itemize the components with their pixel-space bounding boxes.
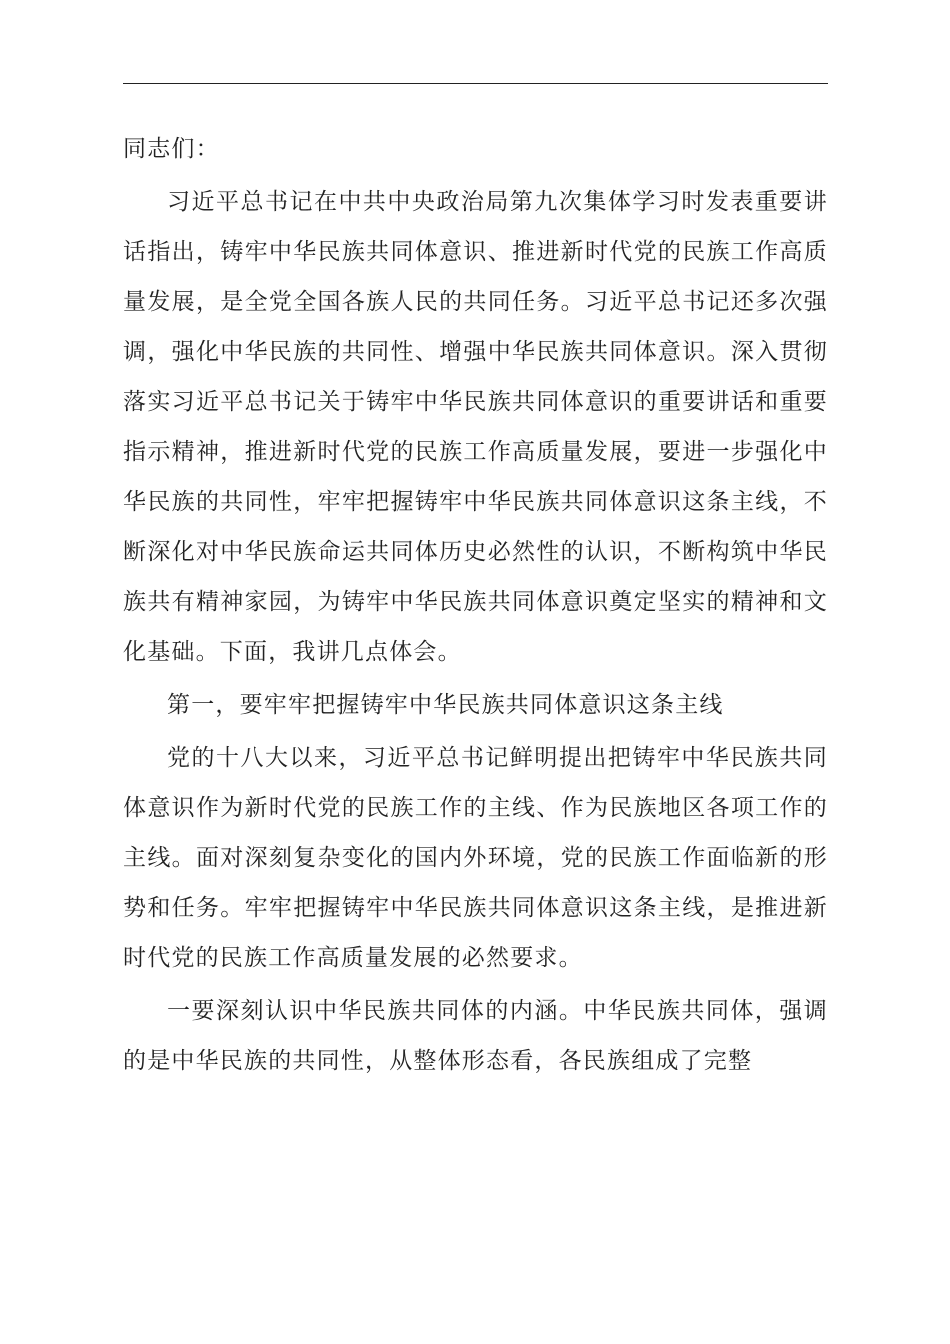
section-heading: 第一，要牢牢把握铸牢中华民族共同体意识这条主线: [167, 692, 724, 718]
paragraph-connotation: 一要深刻认识中华民族共同体的内涵。中华民族共同体，强调的是中华民族的共同性，从整体形态看，各民族组成了完整: [123, 998, 828, 1074]
header-rule: [123, 83, 828, 84]
salutation: 同志们：: [123, 136, 220, 162]
paragraph-main-line: 党的十八大以来，习近平总书记鲜明提出把铸牢中华民族共同体意识作为新时代党的民族工作的主线、作为民族地区各项工作的主线。面对深刻复杂变化的国内外环境，党的民族工作面临新的形势和任务。牢牢把握铸牢中华民族共同体意识这条主线，是推进新时代党的民族工作高质量发展的必然要求。: [123, 745, 828, 971]
document-body: [123, 124, 828, 1086]
paragraph-intro: 习近平总书记在中共中央政治局第九次集体学习时发表重要讲话指出，铸牢中华民族共同体意识、推进新时代党的民族工作高质量发展，是全党全国各族人民的共同任务。习近平总书记还多次强调，强化中华民族的共同性、增强中华民族共同体意识。深入贯彻落实习近平总书记关于铸牢中华民族共同体意识的重要讲话和重要指示精神，推进新时代党的民族工作高质量发展，要进一步强化中华民族的共同性，牢牢把握铸牢中华民族共同体意识这条主线，不断深化对中华民族命运共同体历史必然性的认识，不断构筑中华民族共有精神家园，为铸牢中华民族共同体意识奠定坚实的精神和文化基础。下面，我讲几点体会。: [123, 189, 828, 665]
